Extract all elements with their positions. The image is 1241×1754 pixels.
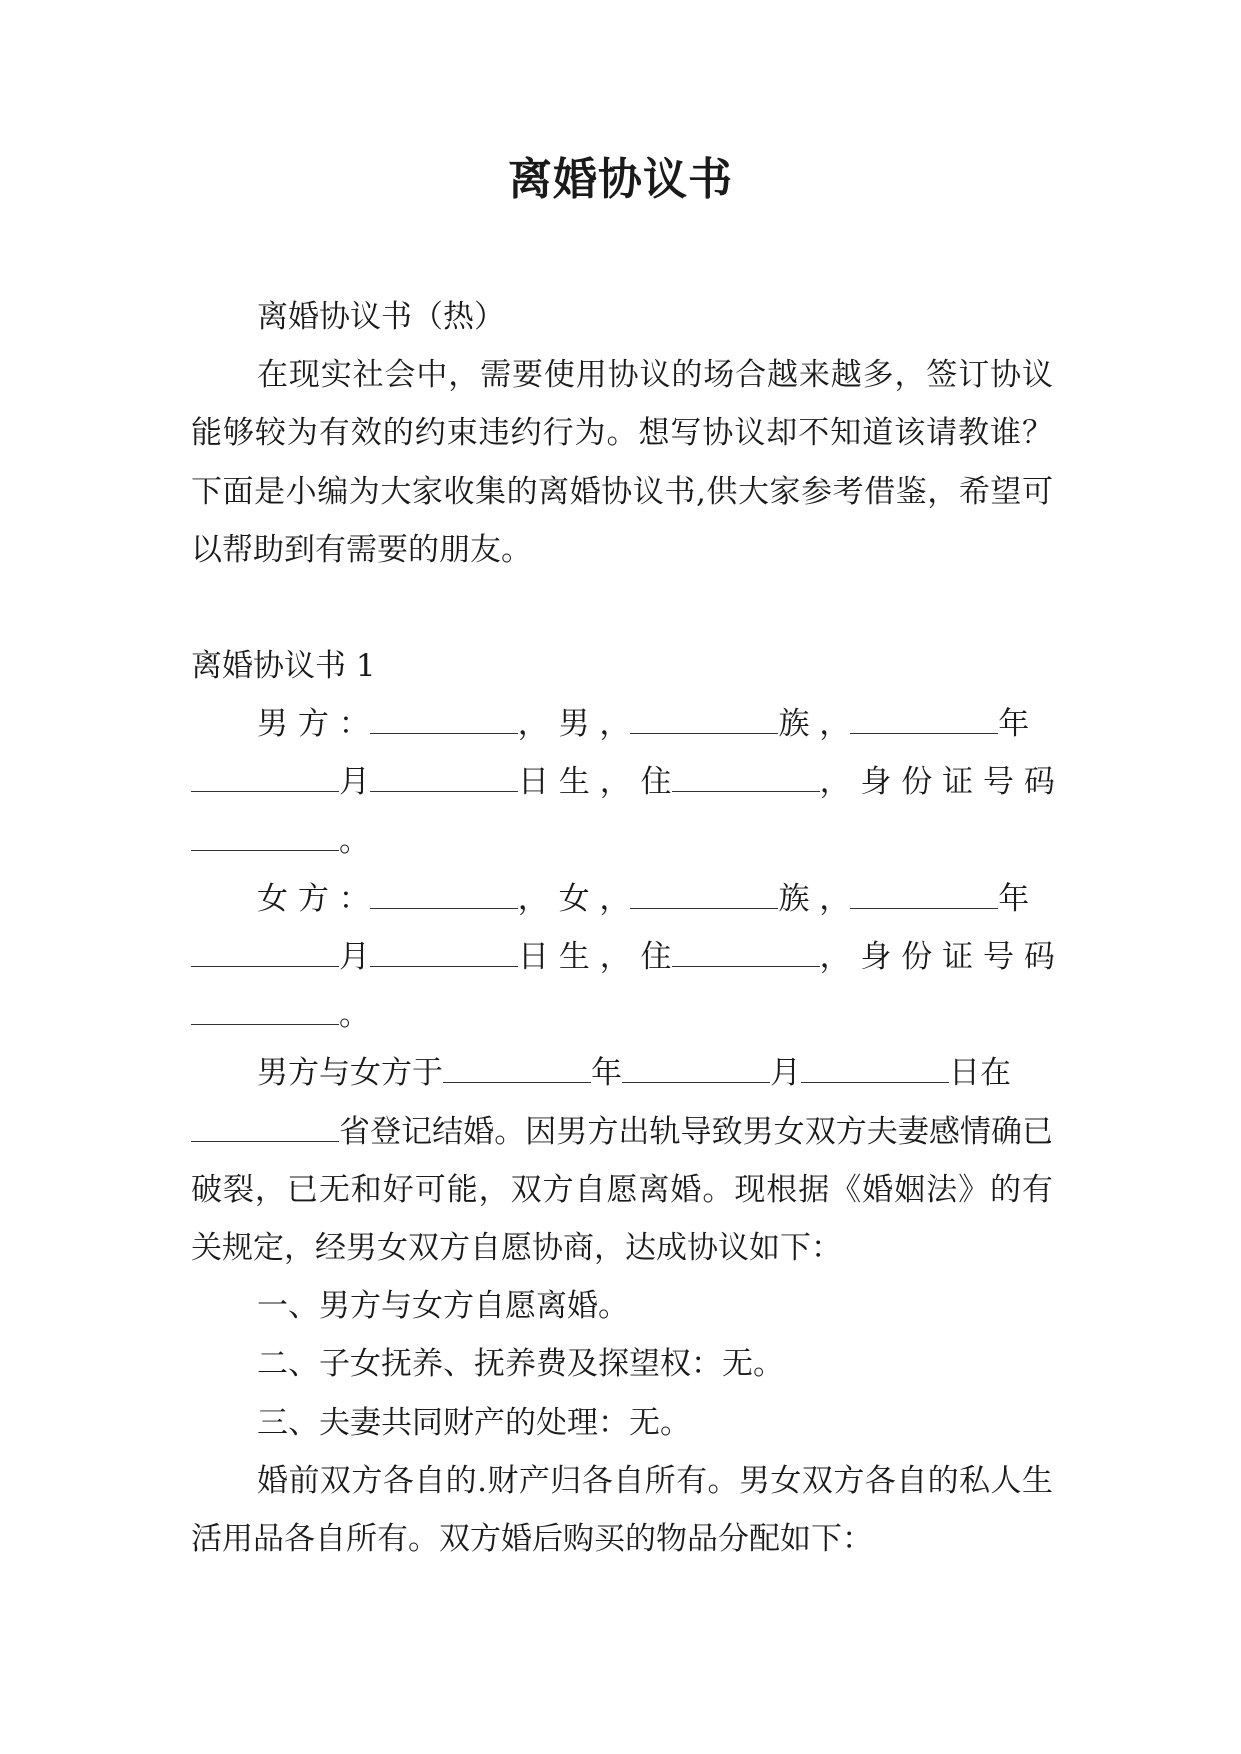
marriage-province-blank[interactable] [191,1113,339,1142]
female-month-label: 月 [339,939,370,976]
male-address-label: 日 生 ， 住 [518,764,672,801]
female-id-blank[interactable] [191,996,339,1025]
marriage-month-blank[interactable] [622,1055,770,1084]
male-ethnicity-blank[interactable] [630,705,778,734]
female-birth-month-blank[interactable] [191,938,339,967]
marriage-intro-text: 男方与女方于 [257,1055,443,1092]
marriage-day-blank[interactable] [801,1055,949,1084]
female-year-label: 年 [998,880,1030,917]
female-ethnicity-blank[interactable] [630,880,778,909]
clause-2: 二、子女抚养、抚养费及探望权：无。 [257,1346,784,1383]
marriage-month-label: 月 [770,1055,801,1092]
male-label: 男 方 ： [257,706,370,743]
male-info-line-2 [191,753,1053,811]
marriage-year-label: 年 [591,1055,622,1092]
female-info-line-2 [191,928,1053,986]
male-address-blank[interactable] [672,764,820,793]
male-id-blank[interactable] [191,822,339,851]
female-address-blank[interactable] [672,938,820,967]
male-name-blank[interactable] [370,705,518,734]
male-month-label: 月 [339,764,370,801]
female-ethnicity-label: 族 ， [778,880,851,917]
male-birth-day-blank[interactable] [370,764,518,793]
document-title: 离婚协议书 [508,154,733,205]
marriage-paragraph-text: 省登记结婚。因男方出轨导致男女双方夫妻感情确已破裂，已无和好可能，双方自愿离婚。现根据《婚姻法》的有关规定，经男女双方自愿协商，达成协议如下： [191,1113,1053,1267]
female-birth-year-blank[interactable] [850,880,998,909]
section-heading: 离婚协议书 1 [191,648,376,685]
female-period: 。 [339,997,370,1034]
female-label: 女 方 ： [257,880,370,917]
female-info-line-1 [191,870,1053,928]
marriage-day-label: 日在 [949,1055,1011,1092]
marriage-paragraph [191,1103,1053,1278]
female-address-label: 日 生 ， 住 [518,939,672,976]
male-ethnicity-label: 族 ， [778,706,851,743]
female-gender-text: ， 女 ， [517,880,631,917]
male-gender-text: ， 男 ， [517,706,631,743]
female-info-line-3 [191,986,1053,1044]
male-id-label: ， 身 份 证 号 码 [819,764,1055,801]
document-body [191,288,1053,1568]
intro-paragraph: 在现实社会中，需要使用协议的场合越来越多，签订协议能够较为有效的约束违约行为。想写协议却不知道该请教谁？下面是小编为大家收集的离婚协议书,供大家参考借鉴，希望可以帮助到有需要的朋友。 [191,357,1053,568]
marriage-year-blank[interactable] [443,1055,591,1084]
male-birth-month-blank[interactable] [191,764,339,793]
female-birth-day-blank[interactable] [370,938,518,967]
female-id-label: ， 身 份 证 号 码 [819,939,1055,976]
marriage-line-1 [191,1044,1053,1102]
male-birth-year-blank[interactable] [850,705,998,734]
male-period: 。 [339,822,370,859]
male-info-line-1 [191,695,1053,753]
clause-3: 三、夫妻共同财产的处理：无。 [257,1404,691,1441]
closing-paragraph: 婚前双方各自的.财产归各自所有。男女双方各自的私人生活用品各自所有。双方婚后购买的物品分配如下： [191,1462,1053,1558]
clause-1: 一、男方与女方自愿离婚。 [257,1288,629,1325]
male-info-line-3 [191,812,1053,870]
male-year-label: 年 [998,706,1030,743]
subtitle: 离婚协议书（热） [257,299,505,335]
female-name-blank[interactable] [370,880,518,909]
